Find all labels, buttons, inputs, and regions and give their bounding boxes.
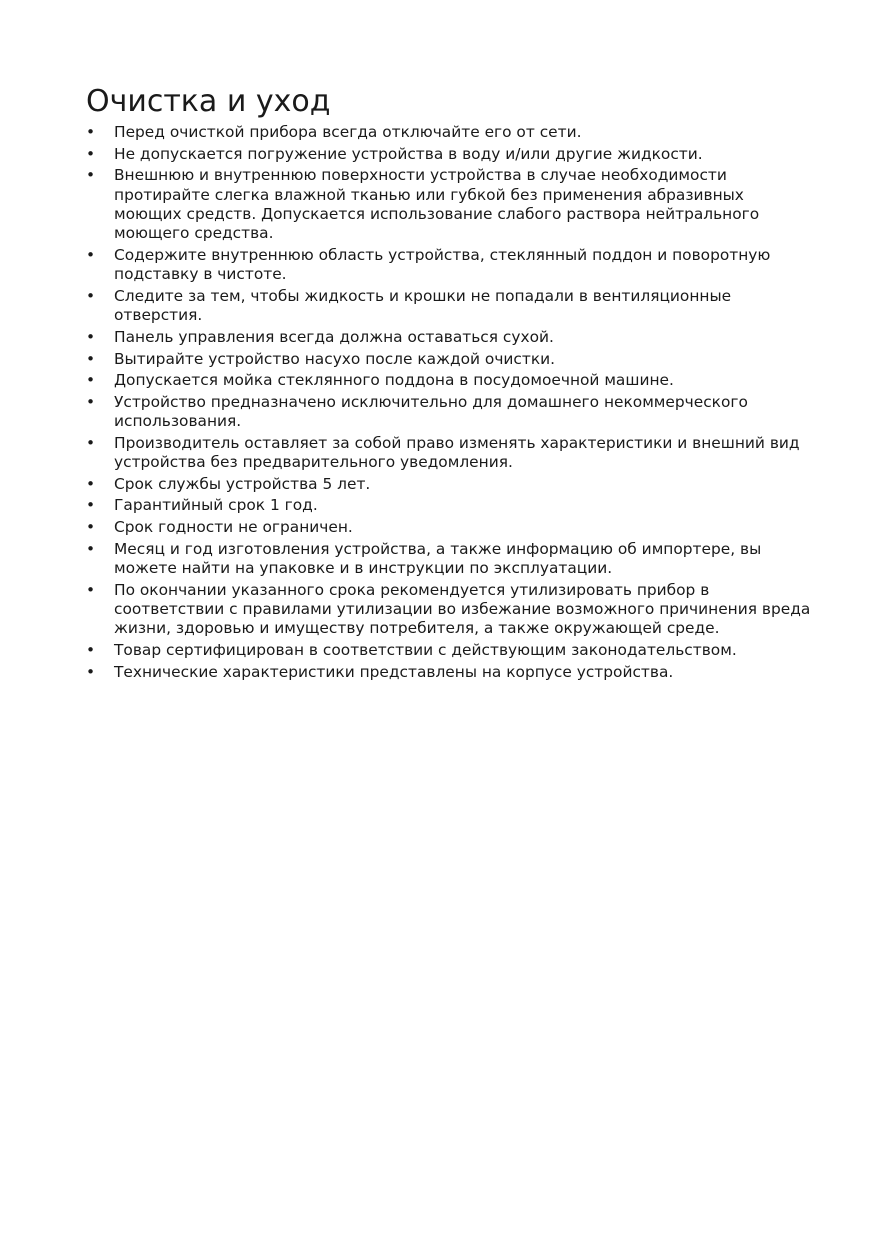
list-item	[84, 350, 814, 369]
bullet-icon: •	[86, 433, 96, 452]
list-item-text: Внешнюю и внутреннюю поверхности устройства в случае необходимости протирайте слегка влажной тканью или губкой без применения абразивных моющих средств. Допускается использование слабого раствора нейтрального моющего средства.	[114, 166, 760, 243]
list-item	[84, 663, 814, 682]
bullet-icon: •	[86, 580, 96, 599]
list-item	[84, 581, 814, 639]
list-item	[84, 434, 814, 473]
list-item-text: Содержите внутреннюю область устройства, стеклянный поддон и поворотную подставку в чистоте.	[114, 246, 771, 284]
bullet-icon: •	[86, 474, 96, 493]
page-title: Очистка и уход	[86, 84, 331, 119]
bullet-icon: •	[86, 496, 96, 515]
list-item-text: Не допускается погружение устройства в воду и/или другие жидкости.	[114, 144, 703, 163]
bullet-icon: •	[86, 349, 96, 368]
list-item	[84, 641, 814, 660]
list-item-text: Допускается мойка стеклянного поддона в посудомоечной машине.	[114, 371, 674, 390]
bullet-icon: •	[86, 517, 96, 536]
bullet-icon: •	[86, 640, 96, 659]
list-item-text: Панель управления всегда должна оставаться сухой.	[114, 328, 554, 346]
list-item-text: Вытирайте устройство насухо после каждой очистки.	[114, 349, 556, 368]
bullet-icon: •	[86, 144, 96, 163]
list-item	[84, 475, 814, 494]
list-item	[84, 246, 814, 285]
list-item-text: Гарантийный срок 1 год.	[114, 496, 318, 515]
list-item-text: Устройство предназначено исключительно для домашнего некоммерческого использования.	[114, 392, 748, 431]
list-item	[84, 166, 814, 244]
list-item	[84, 371, 814, 390]
list-item	[84, 496, 814, 515]
list-item-text: Срок годности не ограничен.	[114, 517, 353, 536]
bullet-icon: •	[86, 287, 96, 305]
list-item-text: Технические характеристики представлены на корпусе устройства.	[114, 662, 674, 681]
bullet-icon: •	[86, 328, 96, 346]
bullet-icon: •	[86, 539, 96, 558]
list-item-text: Следите за тем, чтобы жидкость и крошки не попадали в вентиляционные отверстия.	[114, 287, 732, 325]
list-item	[84, 540, 814, 579]
list-item-text: Месяц и год изготовления устройства, а также информацию об импортере, вы можете найти на упаковке и в инструкции по эксплуатации.	[114, 539, 762, 577]
bullet-icon: •	[86, 123, 96, 141]
bullet-icon: •	[86, 662, 96, 681]
list-item	[84, 328, 814, 347]
list-item	[84, 393, 814, 432]
list-item	[84, 518, 814, 537]
bullet-icon: •	[86, 246, 96, 264]
bullet-icon: •	[86, 392, 96, 411]
list-item-text: Срок службы устройства 5 лет.	[114, 474, 371, 493]
list-item-text: Перед очисткой прибора всегда отключайте его от сети.	[114, 123, 582, 141]
bullet-icon: •	[86, 166, 96, 185]
list-item	[84, 287, 814, 326]
list-item-text: По окончании указанного срока рекомендуется утилизировать прибор в соответствии с правилами утилизации во избежание возможного причинения вреда жизни, здоровью и имуществу потребителя, а также окружающей среде.	[114, 580, 811, 638]
bullet-icon: •	[86, 371, 96, 390]
care-instructions-list	[84, 123, 814, 684]
list-item-text: Товар сертифицирован в соответствии с действующим законодательством.	[114, 640, 737, 659]
list-item	[84, 145, 814, 164]
list-item	[84, 123, 814, 142]
list-item-text: Производитель оставляет за собой право изменять характеристики и внешний вид устройства без предварительного уведомления.	[114, 433, 800, 472]
